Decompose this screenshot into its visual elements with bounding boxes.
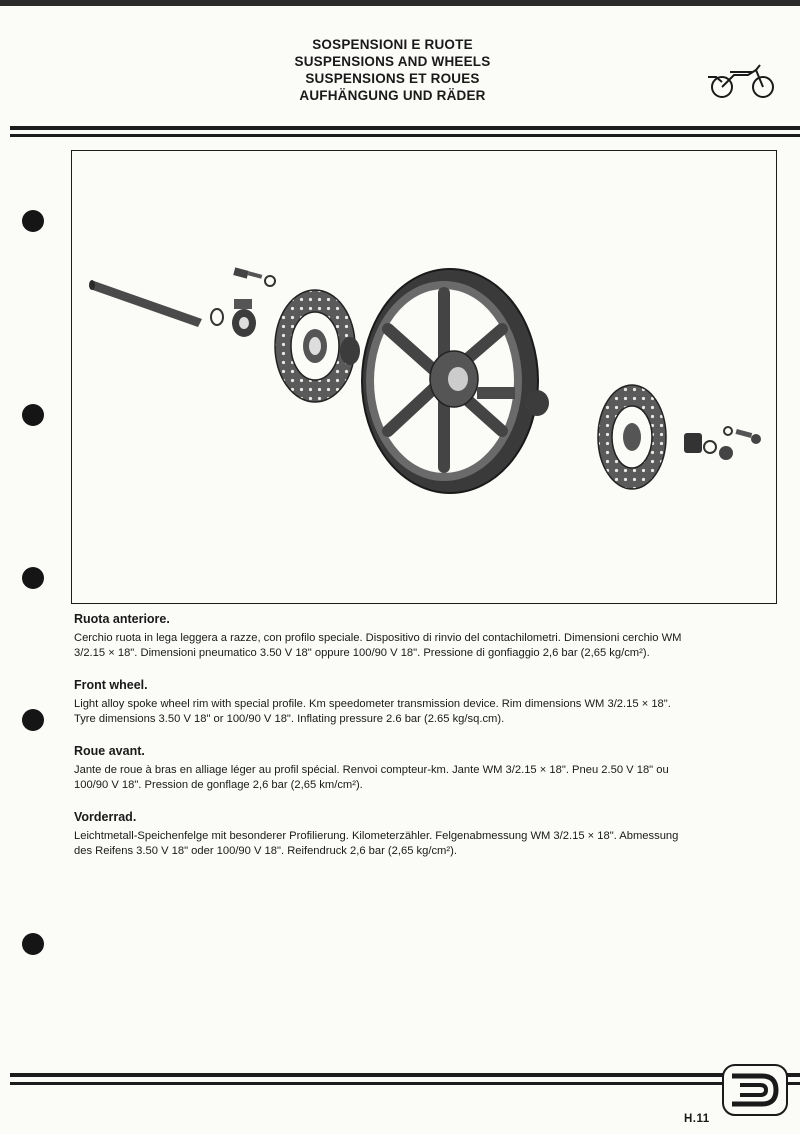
section-text-line: Jante de roue à bras en alliage léger au profil spécial. Renvoi compteur-km. Jante WM 3/2.15 × 18". Pneu 2.50 V 18" ou: [74, 763, 669, 776]
page-number: H.11: [684, 1113, 710, 1125]
right-spacer-set: [684, 433, 733, 460]
description-german: [74, 810, 790, 860]
axle-shaft: [89, 280, 202, 327]
section-heading: Front wheel.: [74, 678, 148, 692]
description-french: [74, 744, 790, 794]
top-edge-strip: [0, 0, 800, 6]
binder-hole: [22, 933, 44, 955]
title-german: AUFHÄNGUNG UND RÄDER: [299, 88, 486, 103]
binder-hole: [22, 567, 44, 589]
speedometer-drive: [232, 299, 256, 337]
page-header: [220, 36, 565, 104]
section-heading: Ruota anteriore.: [74, 612, 170, 626]
axle-washer: [211, 309, 223, 325]
binder-hole: [22, 709, 44, 731]
section-text-line: Light alloy spoke wheel rim with special profile. Km speedometer transmission device. Rim dimensions WM 3/2.15 × 18".: [74, 697, 671, 710]
section-heading: Roue avant.: [74, 744, 145, 758]
section-text-line: Leichtmetall-Speichenfelge mit besonderer Profilierung. Kilometerzähler. Felgenabmessung WM 3/2.15 × 18". Abmessung: [74, 829, 679, 842]
spoked-wheel-rim: [362, 269, 538, 493]
title-italian: SOSPENSIONI E RUOTE: [312, 37, 473, 52]
right-axle-bolt: [724, 427, 761, 444]
manufacturer-logo-icon: [722, 1064, 788, 1116]
footer-rule-thick: [10, 1073, 800, 1077]
footer-rule-thin: [10, 1082, 800, 1085]
header-rule-thick: [10, 126, 800, 130]
section-text-line: des Reifens 3.50 V 18" oder 100/90 V 18". Reifendruck 2,6 bar (2,65 kg/cm²).: [74, 845, 457, 857]
title-english: SUSPENSIONS AND WHEELS: [294, 54, 491, 69]
description-italian: [74, 612, 790, 662]
section-text-line: Tyre dimensions 3.50 V 18" or 100/90 V 18". Inflating pressure 2.6 bar (2.65 kg/sq.cm).: [74, 713, 505, 725]
section-text-line: 100/90 V 18". Pression de gonflage 2,6 bar (2,65 km/cm²).: [74, 779, 363, 791]
section-text-line: Cerchio ruota in lega leggera a razze, con profilo speciale. Dispositivo di rinvio del contachilometri. Dimensioni cerchio WM: [74, 631, 682, 644]
small-bolt: [233, 267, 275, 286]
left-brake-disc: [275, 290, 360, 402]
exploded-view-figure: [71, 150, 777, 604]
title-french: SUSPENSIONS ET ROUES: [305, 71, 480, 86]
section-heading: Vorderrad.: [74, 810, 137, 824]
front-wheel-exploded-illustration: [72, 151, 776, 603]
right-brake-disc: [598, 385, 666, 489]
motorcycle-icon: [700, 60, 780, 102]
description-english: [74, 678, 790, 728]
hub-spacer: [525, 390, 549, 416]
binder-hole: [22, 404, 44, 426]
header-rule-thin: [10, 134, 800, 137]
binder-hole: [22, 210, 44, 232]
section-text-line: 3/2.15 × 18". Dimensioni pneumatico 3.50 V 18" oppure 100/90 V 18". Pressione di gonfiaggio 2,6 bar (2,65 kg/cm²).: [74, 647, 650, 659]
